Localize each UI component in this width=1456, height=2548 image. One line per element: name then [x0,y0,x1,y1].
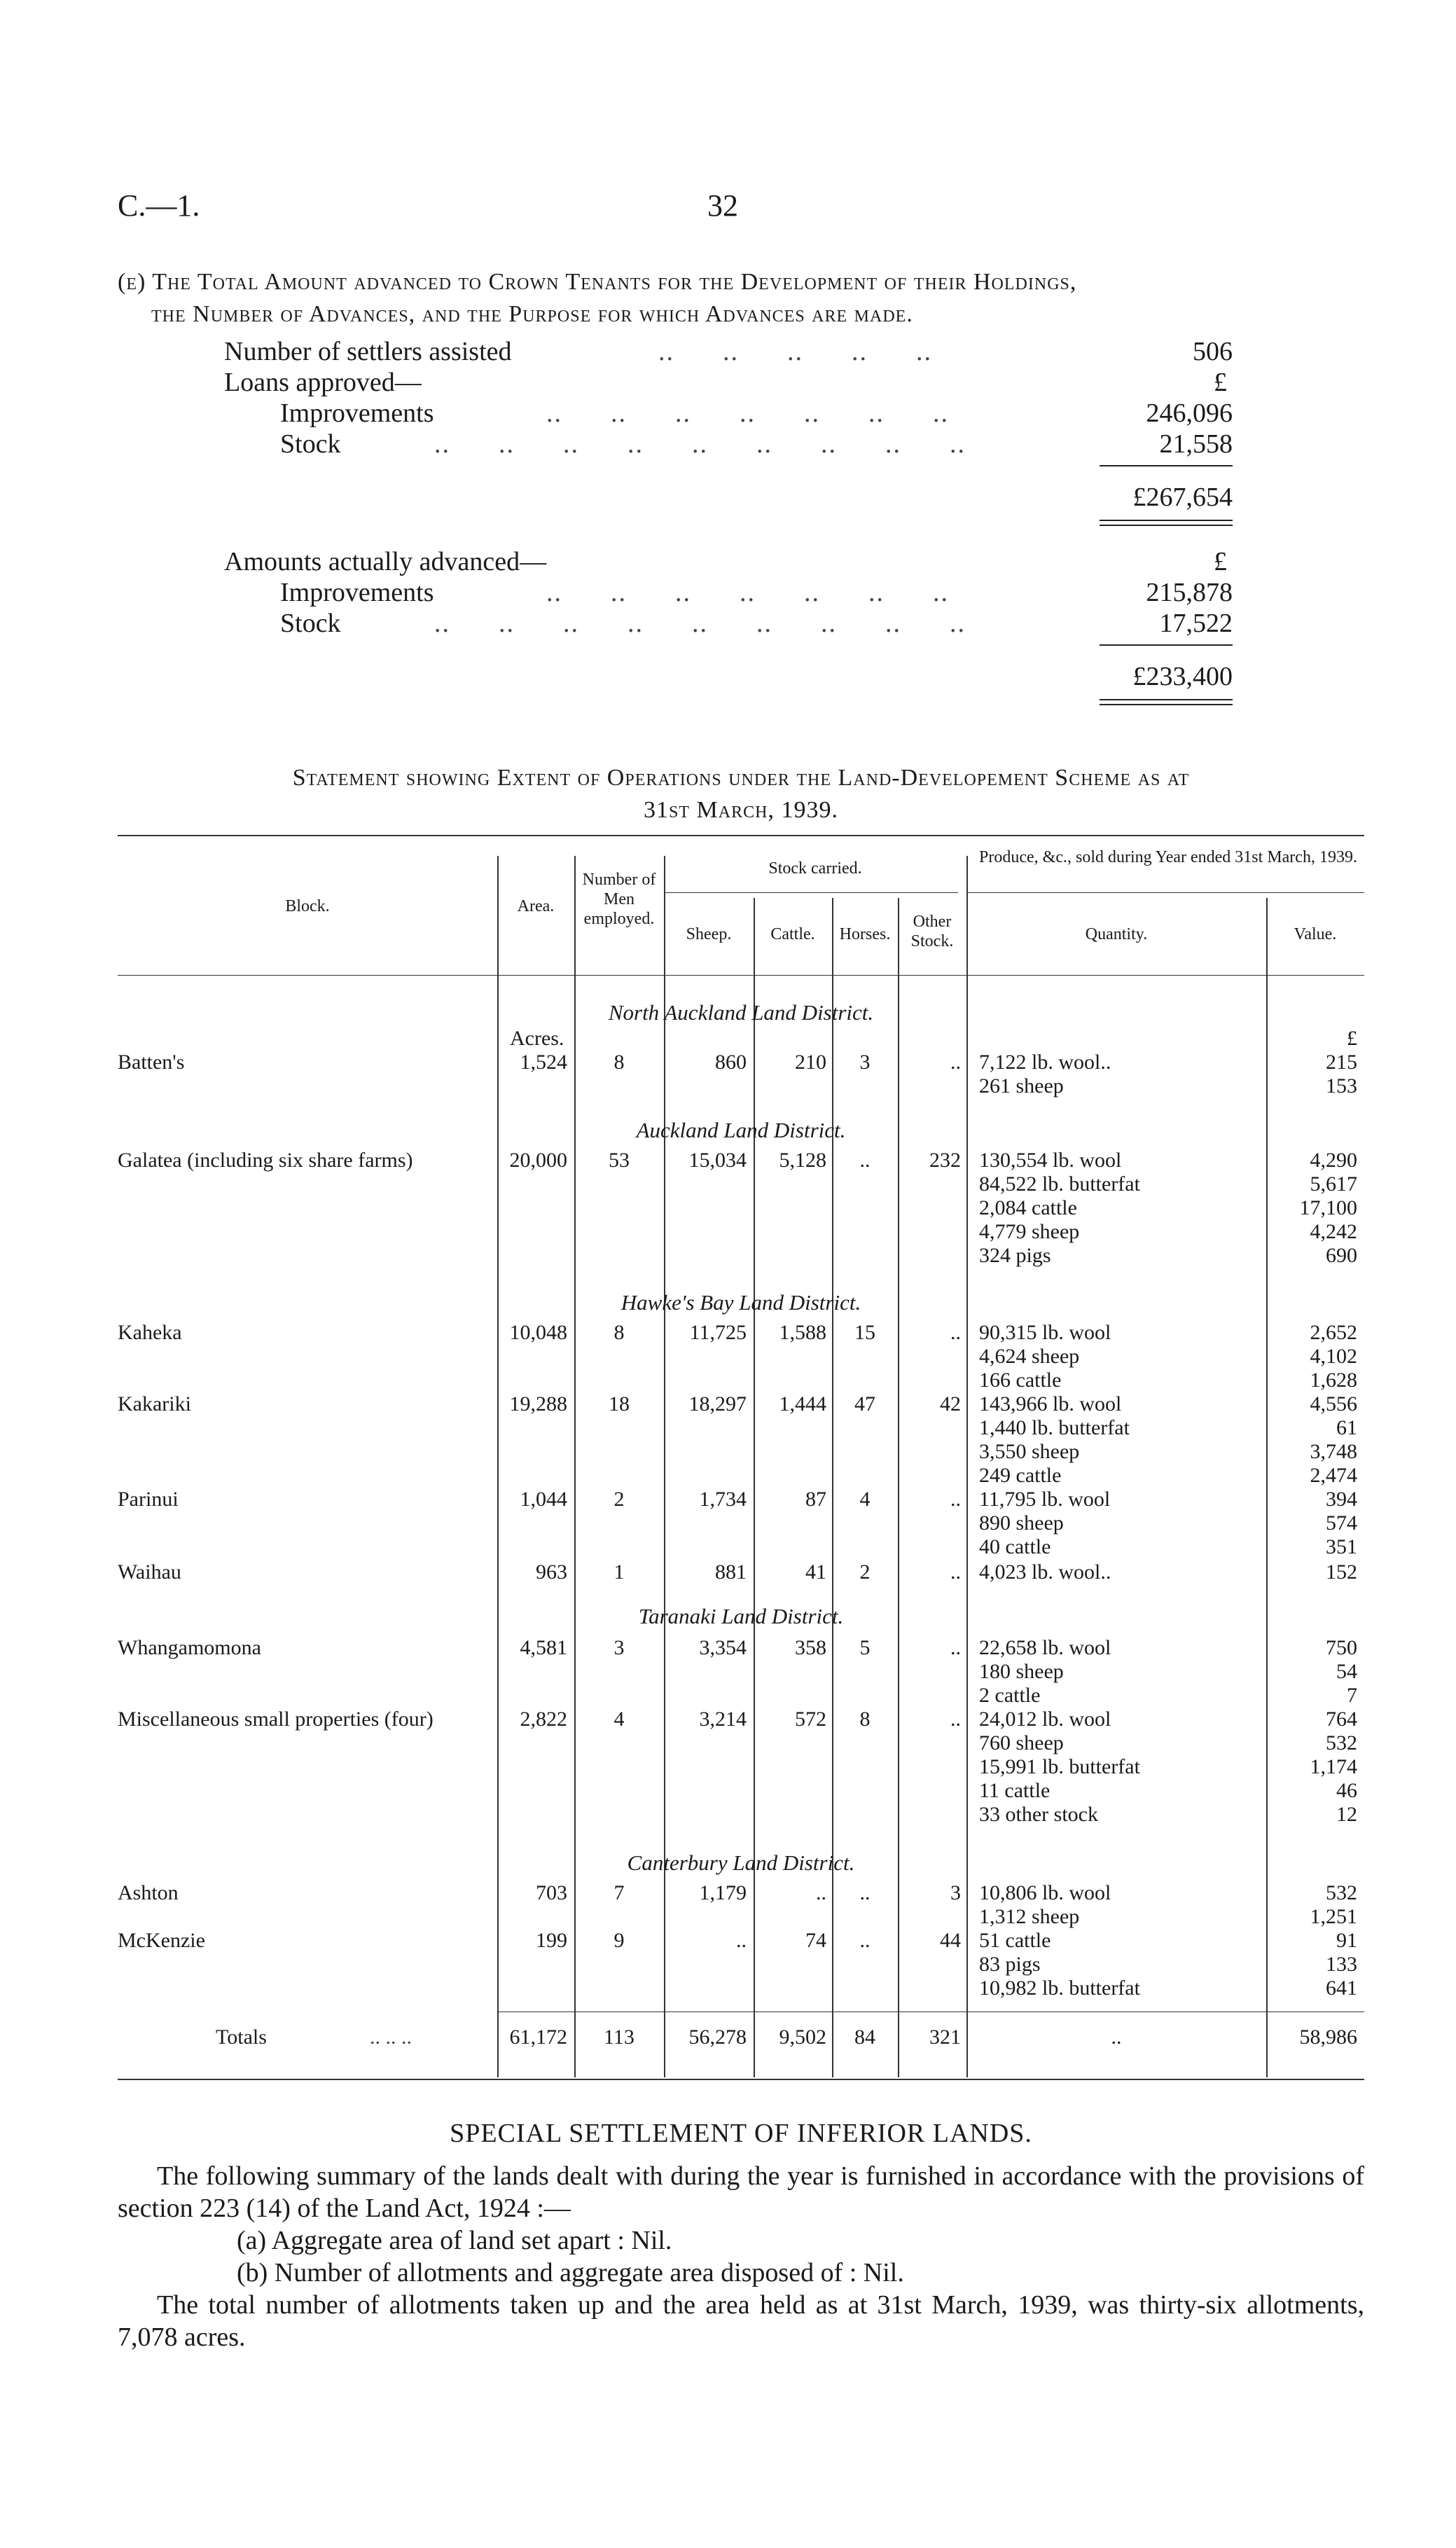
produce-item: 3,550 sheep [979,1440,1080,1463]
produce-item: 33 other stock [979,1803,1098,1826]
row-horses: 4 [859,1488,871,1511]
produce-item: 143,966 lb. wool [979,1392,1122,1415]
row-cattle: 74 [805,1929,826,1952]
row-block: Kaheka [118,1321,182,1344]
section-e-heading-line1: (e) The Total Amount advanced to Crown Tenants for the Development of their Holdings, [118,269,1077,295]
produce-item: 4,779 sheep [979,1220,1080,1243]
row-horses: .. [859,1881,871,1904]
produce-value: 54 [1336,1660,1357,1683]
produce-item: 10,806 lb. wool [979,1881,1111,1904]
row-cattle: 1,444 [779,1392,826,1415]
row-other: .. [950,1488,961,1511]
row-cattle: 358 [795,1636,826,1659]
header-other-stock: Other Stock. [910,913,954,950]
header-value: Value. [1294,925,1337,943]
settlers-value: 506 [1193,337,1233,366]
produce-subheader-rule [966,892,1364,893]
acres-unit: Acres. [510,1027,564,1050]
row-block: Kakariki [118,1392,191,1415]
produce-value: 215 [1326,1051,1357,1074]
header-produce: Produce, &c., sold during Year ended 31st March, 1939. [979,848,1357,866]
row-cattle: 210 [795,1051,826,1074]
produce-item: 180 sheep [979,1660,1064,1683]
produce-value: 4,290 [1310,1149,1357,1172]
row-men: 18 [609,1392,630,1415]
district-heading: Canterbury Land District. [627,1850,855,1875]
advanced-stock-value: 17,522 [1159,609,1233,638]
row-area: 1,524 [520,1051,567,1074]
row-block: Whangamomona [118,1636,261,1659]
produce-item: 890 sheep [979,1511,1064,1535]
row-men: 3 [613,1636,625,1659]
produce-item: 10,982 lb. butterfat [979,1976,1140,2000]
leader-dots: .. .. .. .. .. .. .. [546,399,949,428]
loans-total-row [224,482,1233,514]
row-men: 9 [613,1929,625,1952]
header-area: Area. [517,897,555,915]
totals-quantity: .. [1111,2026,1122,2049]
row-block: Miscellaneous small properties (four) [118,1708,434,1731]
header-sheep: Sheep. [686,925,732,943]
produce-value: 394 [1326,1488,1357,1511]
produce-value: 2,652 [1310,1321,1357,1344]
row-sheep: 15,034 [688,1149,747,1172]
loans-stock-value: 21,558 [1159,429,1233,459]
row-area: 199 [536,1929,567,1952]
loans-approved-row [224,367,1233,399]
produce-value: 153 [1326,1074,1357,1098]
produce-value: 764 [1326,1708,1357,1731]
special-paragraph-1: The following summary of the lands dealt with during the year is furnished in accordance with the provisions of section 223 (14) of the Land Act, 1924 :— [118,2161,1364,2223]
document-reference: C.—1. [118,188,200,223]
row-cattle: 5,128 [779,1149,826,1172]
header-quantity: Quantity. [1085,925,1148,943]
totals-cattle: 9,502 [779,2026,826,2049]
row-horses: 8 [859,1708,871,1731]
produce-value: 17,100 [1299,1196,1357,1219]
row-block: McKenzie [118,1929,205,1952]
row-area: 20,000 [509,1149,567,1172]
special-item-a: (a) Aggregate area of land set apart : Nil. [237,2226,672,2255]
produce-value: 574 [1326,1511,1357,1535]
produce-value: 351 [1326,1535,1357,1558]
produce-item: 40 cattle [979,1535,1051,1558]
row-cattle: 41 [805,1560,826,1584]
row-other: 3 [950,1881,961,1904]
produce-value: 5,617 [1310,1172,1357,1196]
produce-item: 249 cattle [979,1464,1062,1487]
row-sheep: 1,179 [699,1881,747,1904]
totals-other: 321 [929,2026,961,2049]
total-double-rule [1100,699,1233,705]
produce-item: 24,012 lb. wool [979,1708,1111,1731]
header-horses: Horses. [839,925,891,943]
row-sheep: 3,214 [699,1708,747,1731]
row-horses: 5 [859,1636,871,1659]
row-area: 703 [536,1881,567,1904]
produce-value: 1,174 [1310,1755,1357,1778]
total-double-rule [1100,520,1233,526]
produce-value: 133 [1326,1953,1357,1976]
header-stock-carried: Stock carried. [768,859,862,878]
produce-item: 760 sheep [979,1731,1064,1754]
produce-value: 91 [1336,1929,1357,1952]
produce-value: 4,102 [1310,1345,1357,1368]
row-block: Galatea (including six share farms) [118,1149,413,1172]
header-men-employed: Number of Men employed. [582,871,656,928]
row-cattle: 87 [805,1488,826,1511]
loans-stock-label: Stock [280,429,341,459]
settlers-row [224,336,1233,368]
advanced-total-value: £233,400 [1132,662,1233,691]
row-other: 42 [940,1392,961,1415]
produce-value: 2,474 [1310,1464,1357,1487]
row-block: Batten's [118,1051,185,1074]
loans-improvements-row [224,398,1233,430]
table-bottom-rule [118,2079,1364,2080]
row-other: .. [950,1321,961,1344]
row-cattle: 1,588 [779,1321,826,1344]
produce-value: 532 [1326,1731,1357,1754]
produce-item: 84,522 lb. butterfat [979,1172,1140,1196]
col-divider [966,856,968,2077]
row-area: 10,048 [509,1321,567,1344]
pound-symbol: £ [1214,368,1227,397]
advanced-stock-label: Stock [280,609,341,638]
page-number: 32 [707,188,738,223]
row-men: 4 [613,1708,625,1731]
row-horses: 2 [859,1560,871,1584]
produce-item: 324 pigs [979,1244,1051,1267]
row-sheep: 860 [715,1051,747,1074]
row-sheep: 3,354 [699,1636,747,1659]
leader-dots: .. .. .. .. .. .. .. [546,578,949,607]
produce-item: 7,122 lb. wool.. [979,1051,1111,1074]
produce-item: 261 sheep [979,1074,1064,1098]
row-other: .. [950,1560,961,1584]
table-top-rule [118,835,1364,836]
loans-approved-label: Loans approved— [224,368,422,397]
header-bottom-rule [118,975,1364,976]
row-men: 8 [613,1321,625,1344]
produce-item: 22,658 lb. wool [979,1636,1111,1659]
row-men: 53 [609,1149,630,1172]
produce-value: 61 [1336,1416,1357,1439]
produce-item: 15,991 lb. butterfat [979,1755,1140,1778]
statement-title-line2: 31st March, 1939. [644,797,838,823]
produce-item: 166 cattle [979,1369,1062,1392]
row-block: Parinui [118,1488,179,1511]
special-item-b: (b) Number of allotments and aggregate area disposed of : Nil. [237,2258,904,2287]
totals-value: 58,986 [1299,2026,1357,2049]
produce-item: 4,023 lb. wool.. [979,1560,1111,1584]
special-settlement-title: SPECIAL SETTLEMENT OF INFERIOR LANDS. [450,2119,1032,2148]
subtotal-rule [1100,644,1233,646]
produce-item: 1,440 lb. butterfat [979,1416,1130,1439]
row-other: .. [950,1708,961,1731]
produce-value: 3,748 [1310,1440,1357,1463]
row-area: 1,044 [520,1488,567,1511]
row-sheep: 11,725 [689,1321,747,1344]
row-horses: 47 [854,1392,875,1415]
produce-value: 46 [1336,1779,1357,1802]
row-horses: .. [859,1929,871,1952]
pound-unit: £ [1347,1027,1357,1050]
row-horses: .. [859,1149,871,1172]
loans-stock-row [224,429,1233,461]
row-area: 963 [536,1560,567,1584]
totals-sheep: 56,278 [688,2026,747,2049]
special-paragraph-2: The total number of allotments taken up and the area held as at 31st March, 1939, was thirty-six allotments, 7,078 acres. [118,2290,1364,2352]
row-men: 2 [613,1488,625,1511]
district-heading: Auckland Land District. [636,1118,846,1142]
produce-item: 11 cattle [979,1779,1051,1802]
statement-title [118,762,1364,826]
produce-item: 51 cattle [979,1929,1051,1952]
row-area: 19,288 [509,1392,567,1415]
produce-item: 4,624 sheep [979,1345,1080,1368]
produce-value: 4,556 [1310,1392,1357,1415]
row-horses: 15 [854,1321,875,1344]
row-men: 8 [613,1051,625,1074]
loans-total-value: £267,654 [1132,483,1233,512]
row-horses: 3 [859,1051,871,1074]
produce-value: 641 [1326,1976,1357,2000]
district-heading: Hawke's Bay Land District. [620,1290,861,1315]
pound-symbol: £ [1214,547,1227,576]
settlers-label: Number of settlers assisted [224,337,512,366]
row-men: 7 [613,1881,625,1904]
header-cattle: Cattle. [770,925,815,943]
produce-item: 2,084 cattle [979,1196,1077,1219]
section-e-heading [118,266,1364,331]
produce-item: 11,795 lb. wool [979,1488,1111,1511]
advanced-improvements-row [224,577,1233,609]
produce-value: 750 [1326,1636,1357,1659]
row-sheep: 881 [715,1560,747,1584]
row-sheep: 18,297 [688,1392,747,1415]
row-sheep: .. [736,1929,747,1952]
statement-title-line1: Statement showing Extent of Operations under the Land-Developement Scheme as at [292,765,1190,791]
produce-item: 83 pigs [979,1953,1041,1976]
advanced-improvements-value: 215,878 [1146,578,1233,607]
row-block: Waihau [118,1560,181,1584]
produce-item: 1,312 sheep [979,1905,1080,1928]
row-block: Ashton [118,1881,179,1904]
row-other: .. [950,1636,961,1659]
advanced-stock-row [224,608,1233,640]
leader-dots: .. .. .. .. .. .. .. .. .. [434,429,966,459]
row-area: 4,581 [520,1636,567,1659]
row-area: 2,822 [520,1708,567,1731]
produce-value: 1,251 [1310,1905,1357,1928]
subtotal-rule [1100,465,1233,466]
advanced-label: Amounts actually advanced— [224,547,547,576]
row-other: 44 [940,1929,961,1952]
leader-dots: .. .. .. .. .. [658,337,932,366]
leader-dots: .. .. .. .. .. .. .. .. .. [434,609,966,638]
produce-value: 532 [1326,1881,1357,1904]
totals-men: 113 [604,2026,635,2049]
row-cattle: .. [816,1881,826,1904]
section-e-heading-line2: the Number of Advances, and the Purpose for which Advances are made. [151,301,913,327]
row-other: 232 [929,1149,961,1172]
loans-improvements-label: Improvements [280,399,434,428]
produce-item: 130,554 lb. wool [979,1149,1122,1172]
advanced-improvements-label: Improvements [280,578,434,607]
produce-value: 12 [1336,1803,1357,1826]
produce-item: 90,315 lb. wool [979,1321,1111,1344]
district-heading: North Auckland Land District. [608,1000,874,1025]
advanced-total-row [224,661,1233,693]
row-sheep: 1,734 [699,1488,747,1511]
stock-subheader-rule [664,892,958,893]
header-block: Block. [285,897,330,915]
produce-value: 690 [1326,1244,1357,1267]
advanced-row [224,546,1233,579]
produce-item: 2 cattle [979,1684,1041,1707]
row-other: .. [950,1051,961,1074]
loans-improvements-value: 246,096 [1146,399,1233,428]
leader-dots: .. .. .. [370,2026,412,2049]
produce-value: 4,242 [1310,1220,1357,1243]
totals-label: Totals [216,2026,267,2049]
produce-value: 7 [1347,1684,1357,1707]
row-cattle: 572 [795,1708,826,1731]
row-men: 1 [613,1560,625,1584]
district-heading: Taranaki Land District. [638,1604,844,1628]
totals-horses: 84 [854,2026,875,2049]
land-development-table [118,835,1364,2096]
produce-value: 152 [1326,1560,1357,1584]
produce-value: 1,628 [1310,1369,1357,1392]
totals-area: 61,172 [509,2026,567,2049]
